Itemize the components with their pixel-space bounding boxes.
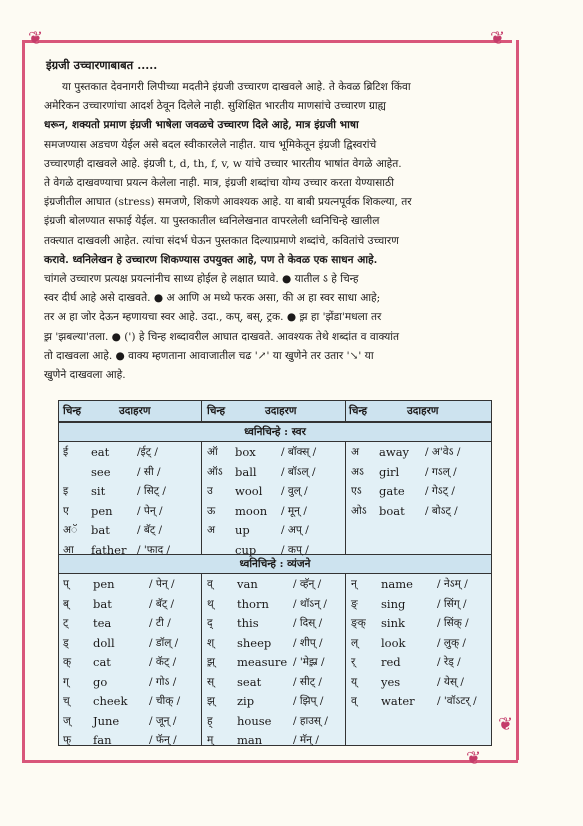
phonetic-symbol-table	[58, 400, 492, 746]
pronunciation: / सिंक् /	[437, 617, 469, 629]
pronunciation: / लुक् /	[437, 636, 466, 649]
table-row	[207, 443, 343, 461]
corner-ornament-icon: ❦	[28, 28, 44, 49]
corner-ornament-icon: ❦	[498, 714, 514, 735]
pronunciation: / व्हॅन् /	[293, 578, 322, 590]
phonetic-symbol: एऽ	[351, 485, 362, 497]
pronunciation: / अ'वेऽ /	[425, 446, 461, 458]
example-word: seat	[237, 674, 262, 689]
paragraph-line: अमेरिकन उच्चारणांचा आदर्श ठेवून दिलेले नाही. सुशिक्षित भारतीय माणसांचे उच्चारण ग्राह्य	[44, 100, 386, 113]
page-heading: इंग्रजी उच्चारणाबाबत .....	[46, 58, 158, 72]
pronunciation: / बॅट् /	[149, 597, 175, 610]
table-row	[63, 482, 199, 500]
table-row	[63, 443, 199, 461]
table-row	[207, 541, 343, 559]
table-row	[207, 692, 343, 710]
phonetic-symbol: ट्	[63, 617, 69, 629]
table-row	[351, 614, 487, 632]
table-row	[63, 541, 199, 559]
table-row	[63, 712, 199, 730]
pronunciation: / डॉल् /	[149, 636, 179, 649]
example-word: ball	[235, 464, 257, 479]
example-word: see	[91, 464, 111, 479]
paragraph-line: करावे. ध्वनिलेखन हे उच्चारण शिकण्यास उपयुक्त आहे, पण ते केवळ एक साधन आहे.	[44, 253, 378, 266]
table-row	[63, 521, 199, 539]
example-word: boat	[379, 503, 405, 518]
table-row	[63, 692, 199, 710]
table-row	[63, 731, 199, 749]
phonetic-symbol: ङ्	[351, 597, 358, 610]
phonetic-symbol: ङ्क्	[351, 617, 366, 629]
pronunciation: / अप् /	[281, 524, 309, 536]
example-word: sing	[381, 596, 406, 611]
example-word: red	[381, 655, 401, 669]
pronunciation: / 'मेझ़्र /	[293, 656, 325, 668]
pronunciation: / सीट् /	[293, 675, 322, 688]
pronunciation: / बॅट् /	[137, 524, 163, 536]
table-row	[351, 575, 487, 593]
pronunciation: / बॉऽल् /	[281, 465, 316, 478]
table-row	[63, 673, 199, 691]
example-word: look	[381, 635, 406, 650]
paragraph-line: तर अ हा जोर देऊन म्हणायचा स्वर आहे. उदा., कप्, बस्, ट्रक. ● झ़ हा 'झेंडा'मधला तर	[44, 311, 382, 324]
example-word: cat	[93, 655, 111, 669]
phonetic-symbol: ल्	[351, 636, 359, 649]
pronunciation: / सी /	[137, 465, 161, 478]
example-word: bat	[93, 596, 112, 611]
pronunciation: / झिप् /	[293, 695, 324, 707]
pronunciation: / सिट् /	[137, 485, 166, 497]
consonants-section-title: ध्वनिचिन्हे : व्यंजने	[59, 554, 491, 574]
pronunciation: / वुल् /	[281, 485, 308, 497]
pronunciation: / बॉक्स् /	[281, 446, 317, 458]
table-row	[63, 595, 199, 613]
example-word: wool	[235, 484, 263, 498]
example-word: away	[379, 445, 410, 459]
example-word: tea	[93, 616, 112, 630]
example-word: up	[235, 523, 250, 537]
phonetic-symbol: ज्	[63, 714, 71, 727]
page-border-bottom	[22, 760, 518, 763]
phonetic-symbol: आ	[63, 543, 74, 556]
phonetic-symbol: च्	[63, 695, 70, 707]
phonetic-symbol: ऊ	[207, 504, 216, 517]
example-word: zip	[237, 694, 255, 708]
table-row	[207, 614, 343, 632]
example-word: name	[381, 577, 413, 591]
pronunciation: / गोऽ /	[149, 675, 177, 688]
example-word: pen	[91, 503, 113, 518]
pronunciation: / बोऽट् /	[425, 504, 458, 517]
pronunciation: / येस् /	[437, 675, 464, 688]
page-border-top	[22, 40, 512, 43]
pronunciation: / फॅन् /	[149, 734, 177, 746]
vowels-section-title: ध्वनिचिन्हे : स्वर	[59, 422, 491, 442]
paragraph-line: धरून, शक्यतो प्रमाण इंग्रजी भाषेला जवळचे उच्चारण दिले आहे, मात्र इंग्रजी भाषा	[44, 119, 359, 132]
phonetic-symbol: प्	[63, 578, 69, 590]
table-row	[207, 482, 343, 500]
example-word: eat	[91, 445, 110, 459]
table-row	[63, 653, 199, 671]
pronunciation: / चीक् /	[149, 695, 181, 707]
table-row	[351, 502, 487, 520]
paragraph-line: इंग्रजी बोलण्यात सफाई येईल. या पुस्तकातील ध्वनिलेखनात वापरलेली ध्वनिचिन्हे खालील	[44, 215, 380, 228]
table-row	[351, 482, 487, 500]
pronunciation: /ईट् /	[137, 446, 158, 458]
pronunciation: / मॅन् /	[293, 734, 319, 746]
phonetic-symbol: थ्	[207, 597, 214, 610]
paragraph-line: तक्त्यात दाखवली आहेत. त्यांचा संदर्भ घेऊन पुस्तकात दिल्याप्रमाणे शब्दांचे, कवितांचे उच्चारण	[44, 234, 399, 247]
phonetic-symbol: झ़्	[207, 656, 215, 668]
phonetic-symbol: झ्	[207, 695, 215, 707]
table-row	[63, 634, 199, 652]
phonetic-symbol: ओऽ	[351, 504, 367, 517]
paragraph-line: तो दाखवला आहे. ● वाक्य म्हणताना आवाजातील चढ '↗' या खुणेने तर उतार '↘' या	[44, 349, 374, 362]
example-word: pen	[93, 577, 115, 591]
phonetic-symbol: र्	[351, 656, 356, 668]
header-symbol: चिन्ह	[349, 405, 368, 417]
example-word: sink	[381, 616, 405, 630]
table-header	[59, 401, 491, 422]
phonetic-symbol: स्	[207, 675, 215, 688]
example-word: father	[91, 542, 127, 557]
example-word: bat	[91, 523, 110, 537]
table-row	[207, 673, 343, 691]
phonetic-symbol: ऑ	[207, 446, 218, 458]
table-row	[63, 502, 199, 520]
example-word: this	[237, 616, 259, 630]
pronunciation: / सिंग् /	[437, 597, 467, 610]
table-row	[351, 443, 487, 461]
table-row	[63, 575, 199, 593]
example-word: doll	[93, 635, 115, 650]
pronunciation: / टी /	[149, 617, 171, 629]
phonetic-symbol: द्	[207, 617, 213, 629]
pronunciation: / मून् /	[281, 504, 307, 517]
pronunciation: / रेड् /	[437, 656, 461, 668]
table-row	[207, 463, 343, 481]
pronunciation: / गऽल् /	[425, 465, 457, 478]
pronunciation: / शीप् /	[293, 636, 323, 649]
pronunciation: / कॅट् /	[149, 656, 177, 668]
phonetic-symbol: इ	[63, 485, 69, 497]
paragraph-line: झ़ 'झबल्या'तला. ● (') हे चिन्ह शब्दावरील आघात दाखवते. आवश्यक तेथे शब्दांत व वाक्यांत	[44, 330, 400, 343]
page-border-left	[22, 40, 25, 760]
example-word: van	[237, 577, 258, 591]
example-word: girl	[379, 464, 400, 479]
pronunciation: / नेऽम् /	[437, 578, 468, 590]
example-word: measure	[237, 655, 288, 669]
table-row	[207, 653, 343, 671]
paragraph-line: ते वेगळे दाखवण्याचा प्रयत्न केलेला नाही. मात्र, इंग्रजी शब्दांचा योग्य उच्चार करता येण्यासाठी	[44, 177, 394, 190]
paragraph-line: या पुस्तकात देवनागरी लिपीच्या मदतीने इंग्रजी उच्चारण दाखवले आहे. ते केवळ ब्रिटिश किंवा	[62, 81, 411, 93]
header-symbol: चिन्ह	[63, 405, 82, 417]
table-row	[351, 463, 487, 481]
table-row	[351, 595, 487, 613]
pronunciation: / 'वॉऽटर् /	[437, 695, 477, 707]
pronunciation: / गेऽट् /	[425, 485, 455, 497]
paragraph-line: चांगले उच्चारण प्रत्यक्ष प्रयत्नांनीच साध्य होईल हे लक्षात घ्यावे. ● यातील ऽ हे चिन्ह	[44, 273, 359, 286]
paragraph-line: इंग्रजीतील आघात (stress) समजणे, शिकणे आवश्यक आहे. या बाबी प्रयत्नपूर्वक शिकल्या, तर	[44, 196, 412, 209]
phonetic-symbol: फ्	[63, 734, 72, 746]
pronunciation: / थॉऽन् /	[293, 597, 327, 610]
phonetic-symbol: ए	[63, 504, 69, 517]
example-word: sit	[91, 484, 106, 498]
phonetic-symbol: अ	[351, 446, 360, 458]
phonetic-symbol: व्	[351, 695, 357, 707]
table-row	[207, 521, 343, 539]
header-symbol: चिन्ह	[207, 405, 226, 417]
page-border-right	[516, 40, 519, 760]
corner-ornament-icon: ❦	[466, 748, 482, 769]
phonetic-symbol: व्	[207, 578, 213, 590]
pronunciation: / दिस् /	[293, 617, 323, 629]
pronunciation: / कप् /	[281, 543, 309, 556]
example-word: house	[237, 713, 272, 728]
paragraph-line: खुणेने दाखवला आहे.	[44, 369, 126, 382]
table-row	[207, 634, 343, 652]
table-row	[207, 712, 343, 730]
example-word: thorn	[237, 596, 269, 611]
example-word: cup	[235, 542, 257, 557]
phonetic-symbol: य्	[351, 675, 358, 688]
example-word: go	[93, 674, 108, 689]
table-row	[351, 692, 487, 710]
paragraph-line: स्वर दीर्घ आहे असे दाखवते. ● अ आणि अ मध्ये फरक असा, की अ हा स्वर साधा आहे;	[44, 292, 381, 305]
example-word: man	[237, 733, 263, 747]
phonetic-symbol: ग्	[63, 675, 69, 688]
header-example: उदाहरण	[407, 405, 439, 417]
example-word: yes	[381, 674, 401, 689]
phonetic-symbol: श्	[207, 636, 215, 649]
example-word: fan	[93, 733, 112, 747]
phonetic-symbol: अऽ	[351, 465, 364, 478]
paragraph-line: समजण्यास अडचण येईल असे बदल स्वीकारलेले नाहीत. याच भूमिकेतून इंग्रजी द्विस्वरांचे	[44, 138, 377, 151]
pronunciation: / पेन् /	[137, 504, 163, 517]
phonetic-symbol: म्	[207, 734, 214, 746]
example-word: gate	[379, 484, 405, 498]
table-row	[207, 575, 343, 593]
pronunciation: / जून् /	[149, 714, 177, 727]
phonetic-symbol: ई	[63, 446, 69, 458]
corner-ornament-icon: ❦	[490, 28, 506, 49]
paragraph-line: उच्चारणही दाखवले आहे. इंग्रजी t, d, th, f, v, w यांचे उच्चार भारतीय भाषांत वेगळे आहेत.	[44, 157, 402, 170]
phonetic-symbol: ऑऽ	[207, 465, 223, 478]
table-row	[207, 595, 343, 613]
table-row	[63, 463, 199, 481]
phonetic-symbol: ह्	[207, 714, 213, 727]
table-row	[207, 502, 343, 520]
example-word: June	[93, 713, 120, 728]
table-row	[351, 653, 487, 671]
table-row	[351, 634, 487, 652]
phonetic-symbol: क्	[63, 656, 72, 668]
intro-paragraph	[44, 78, 504, 385]
phonetic-symbol: अ	[207, 524, 216, 536]
pronunciation: / पेन् /	[149, 578, 175, 590]
table-row	[63, 614, 199, 632]
phonetic-symbol: ड्	[63, 636, 69, 649]
example-word: cheek	[93, 694, 128, 708]
phonetic-symbol: ब्	[63, 597, 69, 610]
example-word: moon	[235, 503, 268, 518]
example-word: sheep	[237, 635, 272, 650]
phonetic-symbol: उ	[207, 485, 213, 497]
table-row	[351, 673, 487, 691]
pronunciation: / 'फाद /	[137, 543, 171, 556]
example-word: water	[381, 694, 415, 708]
phonetic-symbol: न्	[351, 578, 357, 590]
header-example: उदाहरण	[119, 405, 151, 417]
table-row	[207, 731, 343, 749]
header-example: उदाहरण	[265, 405, 297, 417]
example-word: box	[235, 445, 256, 459]
phonetic-symbol: अॅ	[63, 524, 78, 536]
pronunciation: / हाउस् /	[293, 714, 328, 727]
